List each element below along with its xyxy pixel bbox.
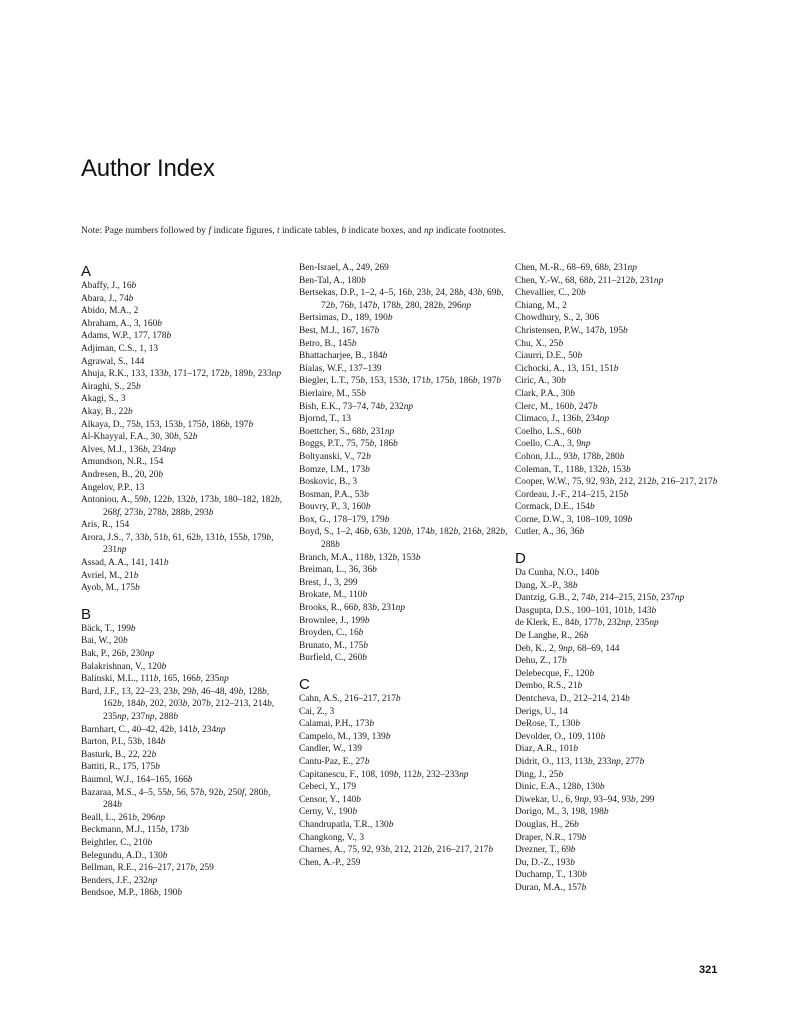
index-entry: Bai, W., 20b [81, 636, 128, 647]
index-entry: de Klerk, E., 84b, 177b, 232np, 235np [515, 618, 659, 629]
index-entry: Belegundu, A.D., 130b [81, 850, 168, 861]
index-entry: Bellman, R.E., 216–217, 217b, 259 [81, 863, 214, 874]
index-entry: Abara, J., 74b [81, 293, 134, 304]
index-entry: Brownlee, J., 199b [299, 615, 370, 626]
index-entry: Dehu, Z., 17b [515, 656, 567, 667]
index-entry: Chiang, M., 2 [515, 300, 567, 311]
index-entry: Delebecque, F., 120b [515, 668, 595, 679]
index-entry: Dinic, E.A., 128b, 130b [515, 782, 605, 793]
index-entry: Changkong, V., 3 [299, 832, 365, 843]
index-entry: Chen, Y.-W., 68, 68b, 211–212b, 231np [515, 275, 664, 286]
index-entry: Christensen, P.W., 147b, 195b [515, 325, 628, 336]
index-entry: Brokate, M., 110b [299, 590, 368, 601]
index-entry: Bish, E.K., 73–74, 74b, 232np [299, 401, 414, 412]
index-entry: Arora, J.S., 7, 33b, 51b, 61, 62b, 131b, 155b, 179b, 231np [81, 532, 274, 556]
section-letter: B [81, 605, 92, 623]
section-letter: C [299, 676, 310, 693]
index-section-b [81, 607, 291, 900]
index-entry: Ciric, A., 30b [515, 376, 566, 387]
index-entry: Brest, J., 3, 299 [299, 577, 358, 588]
index-entry: Coleman, T., 118b, 132b, 153b [515, 464, 631, 475]
index-entry: Adjiman, C.S., 1, 13 [81, 343, 159, 354]
index-column-1 [81, 262, 291, 912]
index-entry: Climaco, J., 136b, 234np [515, 414, 610, 425]
index-entry: Abaffy, J., 16b [81, 281, 137, 291]
index-entry: Boskovic, B., 3 [299, 477, 358, 488]
index-entry: Dasgupta, D.S., 100–101, 101b, 143b [515, 605, 657, 616]
index-entry: Antoniou, A., 59b, 122b, 132b, 173b, 180–182, 182b, 268f, 273b, 278b, 288b, 293b [81, 495, 283, 518]
index-entry: Alves, M.J., 136b, 234np [81, 444, 176, 455]
index-entry: Coelho, L.S., 60b [515, 426, 582, 437]
index-entry: Baumol, W.J., 164–165, 166b [81, 774, 193, 785]
index-entry: Duran, M.A., 157b [515, 882, 587, 893]
index-entry: Cichocki, A., 13, 151, 151b [515, 363, 619, 374]
index-entry: Bhattacharjee, B., 184b [299, 351, 388, 362]
page-title: Author Index [81, 155, 215, 182]
index-entry: Benders, J.F., 232np [81, 875, 158, 886]
index-entry: Dorigo, M., 3, 198, 198b [515, 807, 609, 818]
index-entry: Chu, X., 25b [515, 338, 564, 349]
index-section-c [299, 677, 509, 869]
index-entry: Douglas, H., 26b [515, 819, 579, 830]
index-entry: Agrawal, S., 144 [81, 356, 145, 367]
index-entry: Censor, Y., 140b [299, 794, 361, 805]
index-entry: Clark, P.A., 30b [515, 388, 575, 399]
index-entry: Al-Khayyal, F.A., 30, 30b, 52b [81, 432, 198, 443]
index-entry: Drezner, T., 69b [515, 845, 576, 856]
index-entry: Capitanescu, F., 108, 109b, 112b, 232–233np [299, 769, 469, 780]
index-entry: Ayob, M., 175b [81, 583, 140, 594]
index-entry: Avriel, M., 21b [81, 570, 139, 581]
index-entry: Bazaraa, M.S., 4–5, 55b, 56, 57b, 92b, 250f, 280b, 284b [81, 787, 271, 811]
index-entry: Barton, P.I., 53b, 184b [81, 737, 166, 748]
index-entry: Bosman, P.A., 53b [299, 489, 369, 500]
index-entry: Adams, W.P., 177, 178b [81, 331, 172, 342]
index-entry: Campelo, M., 139, 139b [299, 731, 391, 742]
index-entry: Bomze, I.M., 173b [299, 464, 370, 475]
index-entry: Boettcher, S., 68b, 231np [299, 426, 395, 437]
index-entry: Assad, A.A., 141, 141b [81, 558, 169, 569]
index-entry: Bialas, W.F., 137–139 [299, 363, 382, 374]
index-entry: Bierlaire, M., 55b [299, 388, 366, 399]
index-entry: Balinski, M.L., 111b, 165, 166b, 235np [81, 674, 229, 685]
index-entry: Cohon, J.L., 93b, 178b, 280b [515, 451, 625, 462]
index-entry: Cormack, D.E., 154b [515, 502, 595, 513]
index-entry: Boggs, P.T., 75, 75b, 186b [299, 439, 398, 450]
index-entry: Cerny, V., 190b [299, 807, 358, 818]
index-entry: Angelov, P.P., 13 [81, 482, 145, 493]
index-entry: Coello, C.A., 3, 9np [515, 439, 591, 450]
index-entry: Burfield, C., 260b [299, 653, 367, 664]
index-entry: Chen, A.-P., 259 [299, 857, 361, 868]
index-entry: Bäck, T., 199b [81, 623, 136, 634]
index-entry: Ben-Tal, A., 180b [299, 275, 366, 286]
index-entry: Broyden, C., 16b [299, 628, 364, 639]
index-entry: Cooper, W.W., 75, 92, 93b, 212, 212b, 216–217, 217b [515, 477, 718, 488]
index-entry: Cutler, A., 36, 36b [515, 527, 585, 538]
index-entry: Andresen, B., 20, 20b [81, 469, 164, 480]
index-entry: Cantu-Paz, E., 27b [299, 756, 370, 767]
index-entry: Abido, M.A., 2 [81, 306, 139, 317]
index-entry: Barnhart, C., 40–42, 42b, 141b, 234np [81, 724, 226, 735]
index-entry: Biegler, L.T., 75b, 153, 153b, 171b, 175b, 186b, 197b [299, 376, 502, 387]
index-entry: Clerc, M., 160b, 247b [515, 401, 598, 412]
index-entry: Branch, M.A., 118b, 132b, 153b [299, 552, 421, 563]
index-entry: Cordeau, J.-F., 214–215, 215b [515, 489, 629, 500]
index-entry: Boyd, S., 1–2, 46b, 63b, 120b, 174b, 182b, 216b, 282b, 288b [299, 527, 508, 551]
index-column-3 [515, 262, 730, 907]
index-entry: Chen, M.-R., 68–69, 68b, 231np [515, 263, 637, 273]
index-entry: Beall, L., 261b, 296np [81, 812, 166, 823]
index-entry: Bak, P., 26b, 230np [81, 649, 155, 660]
index-entry: Didrit, O., 113, 113b, 233np, 277b [515, 756, 645, 767]
index-entry: Da Cunha, N.O., 140b [515, 568, 600, 579]
index-entry: Cai, Z., 3 [299, 706, 335, 717]
index-entry: Bendsoe, M.P., 186b, 190b [81, 888, 183, 899]
index-entry: Betro, B., 145b [299, 338, 357, 349]
index-entry: Beightler, C., 210b [81, 837, 153, 848]
index-entry: Bertsekas, D.P., 1–2, 4–5, 16b, 23b, 24, 28b, 43b, 69b, 72b, 76b, 147b, 178b, 280, 282b, 296np [299, 288, 504, 311]
index-entry: Beckmann, M.J., 115b, 173b [81, 825, 189, 836]
index-entry: Diwekar, U., 6, 9np, 93–94, 93b, 299 [515, 794, 655, 805]
index-entry: Ding, J., 25b [515, 769, 564, 780]
index-entry: Balakrishnan, V., 120b [81, 661, 167, 672]
index-entry: DeRose, T., 130b [515, 719, 581, 730]
index-entry: Calamai, P.H., 173b [299, 719, 374, 730]
index-entry: Abraham, A., 3, 160b [81, 318, 162, 329]
index-section-a [81, 264, 291, 595]
index-entry: Aris, R., 154 [81, 520, 130, 531]
index-entry: Dantzig, G.B., 2, 74b, 214–215, 215b, 237np [515, 593, 685, 604]
index-entry: Bard, J.F., 13, 22–23, 23b, 29b, 46–48, 49b, 128b, 162b, 184b, 202, 203b, 207b, 212–213, 214b, 235np, 237np, 288b [81, 686, 275, 722]
index-entry: Ciaurri, D.E., 50b [515, 351, 583, 362]
index-entry: Chowdhury, S., 2, 306 [515, 313, 600, 324]
index-entry: Brunato, M., 175b [299, 640, 369, 651]
index-entry: Devolder, O., 109, 110b [515, 731, 606, 742]
index-entry: Alkaya, D., 75b, 153, 153b, 175b, 186b, 197b [81, 419, 254, 430]
index-entry: Derigs, U., 14 [515, 706, 568, 717]
index-entry: Candler, W., 139 [299, 744, 362, 755]
index-entry: Diaz, A.R., 101b [515, 744, 579, 755]
index-entry: Charnes, A., 75, 92, 93b, 212, 212b, 216–217, 217b [299, 845, 494, 856]
index-entry: Basturk, B., 22, 22b [81, 749, 157, 760]
index-entry: Brooks, R., 66b, 83b, 231np [299, 603, 405, 614]
index-entry: Cahn, A.S., 216–217, 217b [299, 694, 401, 704]
index-entry: Chandrupatla, T.R., 130b [299, 819, 394, 830]
index-entry: Akagi, S., 3 [81, 394, 126, 405]
index-entry: Bertsimas, D., 189, 190b [299, 313, 393, 324]
index-section [515, 262, 730, 539]
index-entry: Bjornd, T., 13 [299, 414, 351, 425]
index-entry: De Langhe, R., 26b [515, 631, 589, 642]
index-entry: Best, M.J., 167, 167b [299, 325, 380, 336]
index-entry: Cebeci, Y., 179 [299, 782, 357, 793]
section-letter: D [515, 550, 526, 568]
index-entry: Corne, D.W., 3, 108–109, 109b [515, 514, 633, 525]
index-entry: Duchamp, T., 130b [515, 870, 587, 881]
index-entry: Ahuja, R.K., 133, 133b, 171–172, 172b, 189b, 233np [81, 369, 281, 380]
index-section-d [515, 551, 730, 894]
index-entry: Deb, K., 2, 9np, 68–69, 144 [515, 643, 620, 654]
index-entry: Battiti, R., 175, 175b [81, 762, 160, 773]
index-entry: Amundson, N.R., 154 [81, 457, 164, 468]
index-entry: Dentcheva, D., 212–214, 214b [515, 694, 630, 704]
page-number: 321 [699, 964, 718, 976]
index-entry: Box, G., 178–179, 179b [299, 514, 390, 525]
index-note: Note: Page numbers followed by f indicate figures, t indicate tables, b indicate boxes, and np indicate footnotes. [81, 226, 507, 236]
index-entry: Dembo, R.S., 21b [515, 681, 583, 692]
index-entry: Breiman, L., 36, 36b [299, 565, 377, 576]
index-entry: Draper, N.R., 179b [515, 832, 587, 843]
index-entry: Boltyanski, V., 72b [299, 451, 371, 462]
index-section [299, 262, 509, 665]
index-entry: Chevallier, C., 20b [515, 288, 586, 299]
index-entry: Du, D.-Z., 193b [515, 857, 575, 868]
index-entry: Ben-Israel, A., 249, 269 [299, 263, 389, 273]
section-letter: A [81, 263, 92, 280]
index-entry: Airaghi, S., 25b [81, 381, 141, 392]
index-entry: Dang, X.-P., 38b [515, 580, 578, 591]
index-entry: Bouvry, P., 3, 160b [299, 502, 371, 513]
index-entry: Akay, B., 22b [81, 406, 133, 417]
index-column-2 [299, 262, 509, 881]
